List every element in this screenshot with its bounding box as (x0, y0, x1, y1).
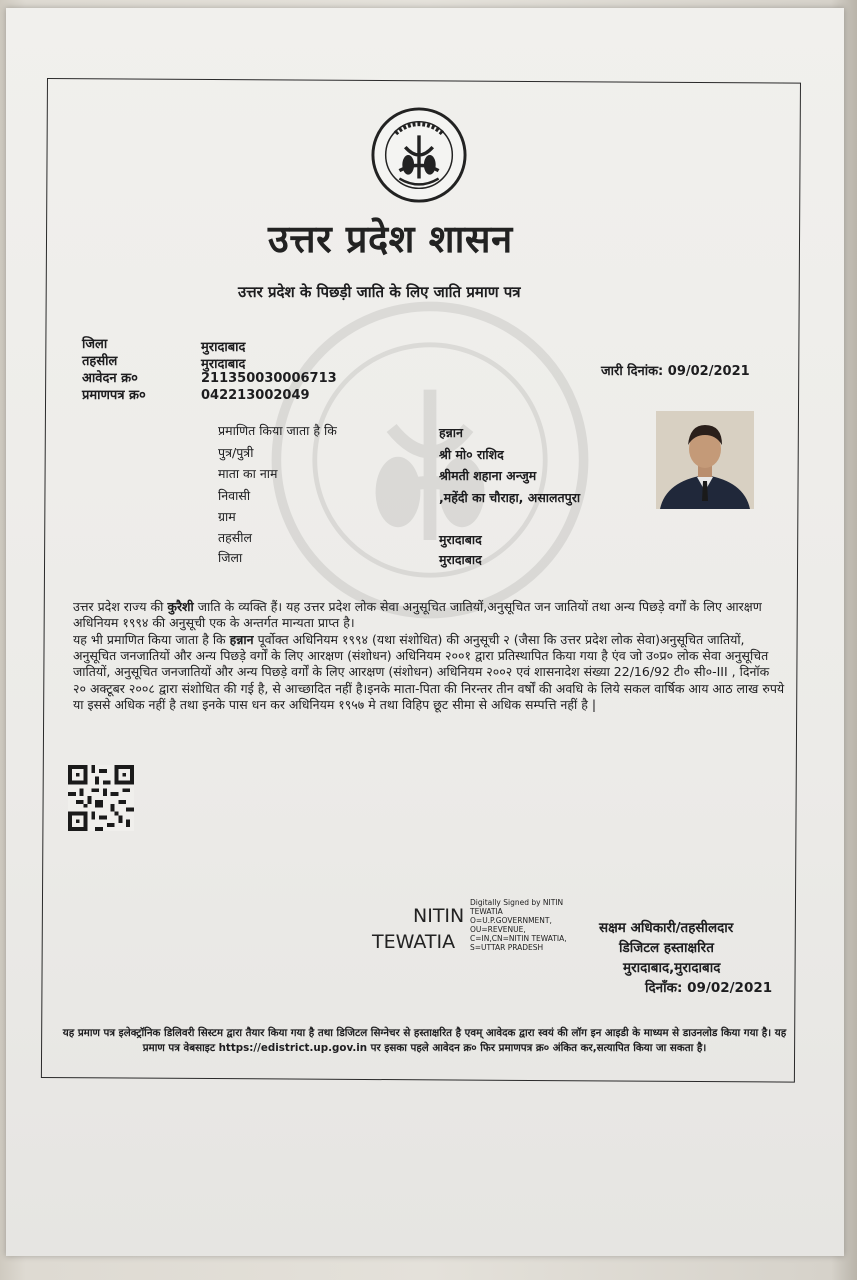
certificate-number-value: 042213002049 (201, 388, 310, 403)
resident-value: ,महेंदी का चौराहा, असालतपुरा (439, 490, 581, 505)
holder-name: हन्नान (439, 425, 463, 440)
certification-paragraph (73, 632, 785, 713)
tehsil-value: मुरादाबाद (201, 357, 246, 372)
parent-label: पुत्र/पुत्री (218, 445, 254, 460)
tehsil-label: तहसील (82, 354, 118, 369)
digitally-signed-label: डिजिटल हस्ताक्षरित (619, 940, 714, 956)
signer-first-name: NITIN (413, 905, 465, 927)
caste-paragraph (73, 599, 785, 631)
tehsil-label-2: तहसील (218, 530, 252, 545)
holder-name-inline: हन्नान (229, 632, 254, 647)
certification-paragraph-text-b: पूर्वोक्त अधिनियम १९९४ (यथा संशोधित) की अनुसूची २ (जैसा कि उत्तर प्रदेश लोक सेवा)अनुसूचित जातियों, अनुसूचित जनजातियों और अन्य पिछड़े वर्गों के लिए आरक्षण (संशोधन) अधिनियम २००१ द्वारा प्रतिस्थापित किया गया है एंव जो उ०प्र० लोक सेवा अनुसूचित जातियों, अनुसूचित जनजातियों और अन्य पिछड़े वर्गों के लिए आरक्षण (संशोधन) अधिनियम २००२ एवं शासनादेश संख्या 22/16/92 टी० सी०-III , दिनॉक २० अक्टूबर २००८ द्वारा संशोधित की गई है, से आच्छादित नहीं है।इनके माता-पिता की निरन्तर तीन वर्षों की अवधि के लिये सकल वार्षिक आय आठ लाख रुपये या इससे अधिक नहीं है तथा इनके पास धन कर अधिनियम १९५७ मे तथा विहिप छूट सीमा से अधिक सम्पत्ति नहीं है | (73, 632, 785, 712)
mother-value: श्रीमती शहाना अन्जुम (439, 468, 537, 483)
issue-date-label: जारी दिनांक: (601, 364, 664, 379)
caste-name: कुरैशी (167, 599, 194, 614)
officer-designation: सक्षम अधिकारी/तहसीलदार (599, 920, 734, 936)
mother-label: माता का नाम (218, 466, 278, 481)
application-number-label: आवेदन क्र० (82, 371, 138, 386)
qr-code[interactable] (67, 765, 135, 831)
issue-date-value: 09/02/2021 (667, 364, 750, 379)
signer-last-name: TEWATIA (372, 931, 456, 953)
certificate-number-label: प्रमाणपत्र क्र० (82, 388, 146, 403)
district-value-2: मुरादाबाद (439, 552, 482, 567)
issue-date (601, 361, 750, 379)
watermark-emblem (270, 300, 590, 620)
application-number-value: 211350030006713 (201, 371, 337, 386)
up-government-emblem (370, 106, 468, 204)
caste-paragraph-text-a: उत्तर प्रदेश राज्य की (73, 599, 168, 614)
certify-intro-label: प्रमाणित किया जाता है कि (218, 423, 337, 438)
district-label-2: जिला (218, 550, 243, 565)
digital-signature-details: Digitally Signed by NITIN TEWATIA O=U.P.GOVERNMENT, OU=REVENUE, C=IN,CN=NITIN TEWATIA, S=UTTAR PRADESH (470, 898, 567, 952)
officer-place: मुरादाबाद,मुरादाबाद (623, 960, 721, 976)
district-label: जिला (82, 337, 108, 352)
officer-date: दिनाँक: 09/02/2021 (645, 980, 773, 996)
tehsil-value-2: मुरादाबाद (439, 532, 482, 547)
caste-paragraph-text-b: जाति के व्यक्ति हैं। यह उत्तर प्रदेश लोक सेवा अनुसूचित जातियों,अनुसूचित जन जातियों तथा अन्य पिछड़े वर्गों के लिए आरक्षण अधिनियम १९९४ की अनुसूची एक के अन्तर्गत मान्यता प्राप्त है। (73, 599, 762, 631)
parent-value: श्री मो० राशिद (439, 447, 504, 462)
certificate-subtitle: उत्तर प्रदेश के पिछड़ी जाति के लिए जाति प्रमाण पत्र (238, 283, 521, 301)
certification-paragraph-text-a: यह भी प्रमाणित किया जाता है कि (73, 632, 230, 647)
applicant-photo (656, 411, 754, 509)
district-value: मुरादाबाद (201, 340, 246, 355)
village-label: ग्राम (218, 509, 236, 524)
page-title: उत्तर प्रदेश शासन (268, 217, 513, 261)
footer-note: यह प्रमाण पत्र इलेक्ट्रॉनिक डिलिवरी सिस्टम द्वारा तैयार किया गया है तथा डिजिटल सिग्नेचर से हस्ताक्षरित है एवम् आवेदक द्वारा स्वयं की लॉग इन आइडी के माध्यम से डाउनलोड किया गया है। यह प्रमाण पत्र वेबसाइट https://edistrict.up.gov.in पर इसका पहले आवेदन क्र० फिर प्रमाणपत्र क्र० अंकित कर,सत्यापित किया जा सकता है। (62, 1027, 787, 1054)
resident-label: निवासी (218, 488, 251, 503)
